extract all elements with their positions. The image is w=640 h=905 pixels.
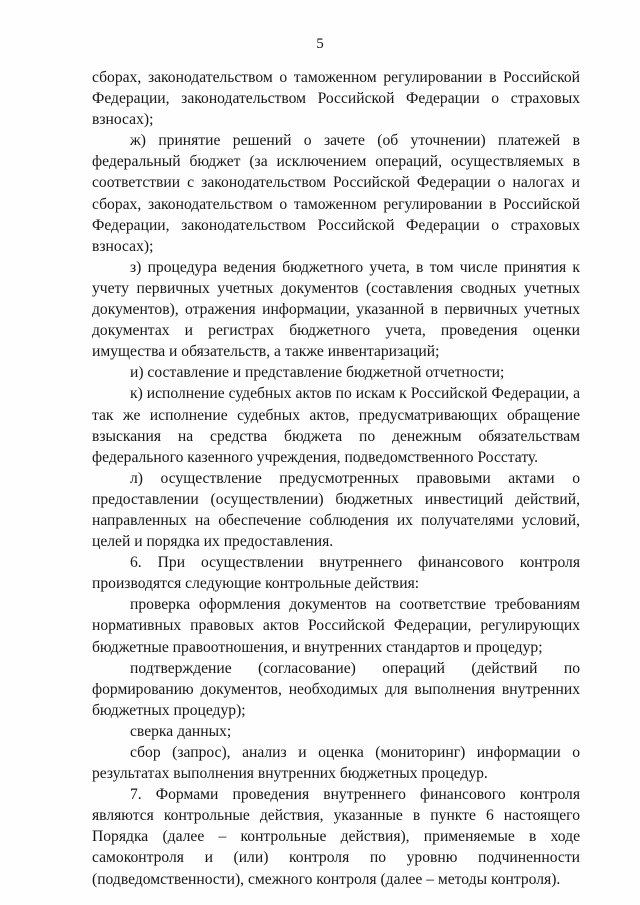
paragraph-item-i: и) составление и представление бюджетной отчетности; [130, 364, 505, 382]
paragraph-item-l: л) осуществление предусмотренных правовыми актами о предоставлении (осуществлении) бюджетных инвестиций действий, направленных на обеспечение соблюдения их получателями условий, целей и порядка их предоставления. [92, 469, 580, 551]
page-number: 5 [316, 36, 324, 52]
paragraph-section-6: 6. При осуществлении внутреннего финансового контроля производятся следующие контрольные действия: [92, 554, 580, 593]
paragraph-confirmation: подтверждение (согласование) операций (действий по формированию документов, необходимых для выполнения внутренних бюджетных процедур); [92, 659, 580, 719]
paragraph-item-zh: ж) принятие решений о зачете (об уточнении) платежей в федеральный бюджет (за исключением операций, осуществляемых в соответствии с законодательством Российской Федерации о налогах и сборах, законодательством о таможенном регулировании в Российской Федерации, законодательством Российской Федерации о страховых взносах); [92, 132, 580, 255]
paragraph-continuation: сборах, законодательством о таможенном регулировании в Российской Федерации, законодательством Российской Федерации о страховых взносах); [92, 69, 580, 129]
paragraph-data-reconciliation: сверка данных; [130, 722, 232, 740]
paragraph-collection-analysis: сбор (запрос), анализ и оценка (мониторинг) информации о результатах выполнения внутренних бюджетных процедур. [92, 744, 580, 783]
paragraph-item-k: к) исполнение судебных актов по искам к Российской Федерации, а так же исполнение судебных актов, предусматривающих обращение взыскания на средства бюджета по денежным обязательствам федерального казенного учреждения, подведомственного Росстату. [92, 385, 580, 466]
paragraph-item-z: з) процедура ведения бюджетного учета, в том числе принятия к учету первичных учетных документов (составления сводных учетных документов), отражения информации, указанной в первичных учетных документах и регистрах бюджетного учета, проведения оценки имущества и обязательств, а также инвентаризаций; [92, 258, 580, 361]
document-body [92, 67, 580, 890]
paragraph-section-7: 7. Формами проведения внутреннего финансового контроля являются контрольные действия, указанные в пункте 6 настоящего Порядка (далее – контрольные действия), применяемые в ходе самоконтроля и (или) контроля по уровню подчиненности (подведомственности), смежного контроля (далее – методы контроля). [92, 786, 580, 888]
paragraph-check-documents: проверка оформления документов на соответствие требованиям нормативных правовых актов Российской Федерации, регулирующих бюджетные правоотношения, и внутренних стандартов и процедур; [92, 596, 580, 656]
